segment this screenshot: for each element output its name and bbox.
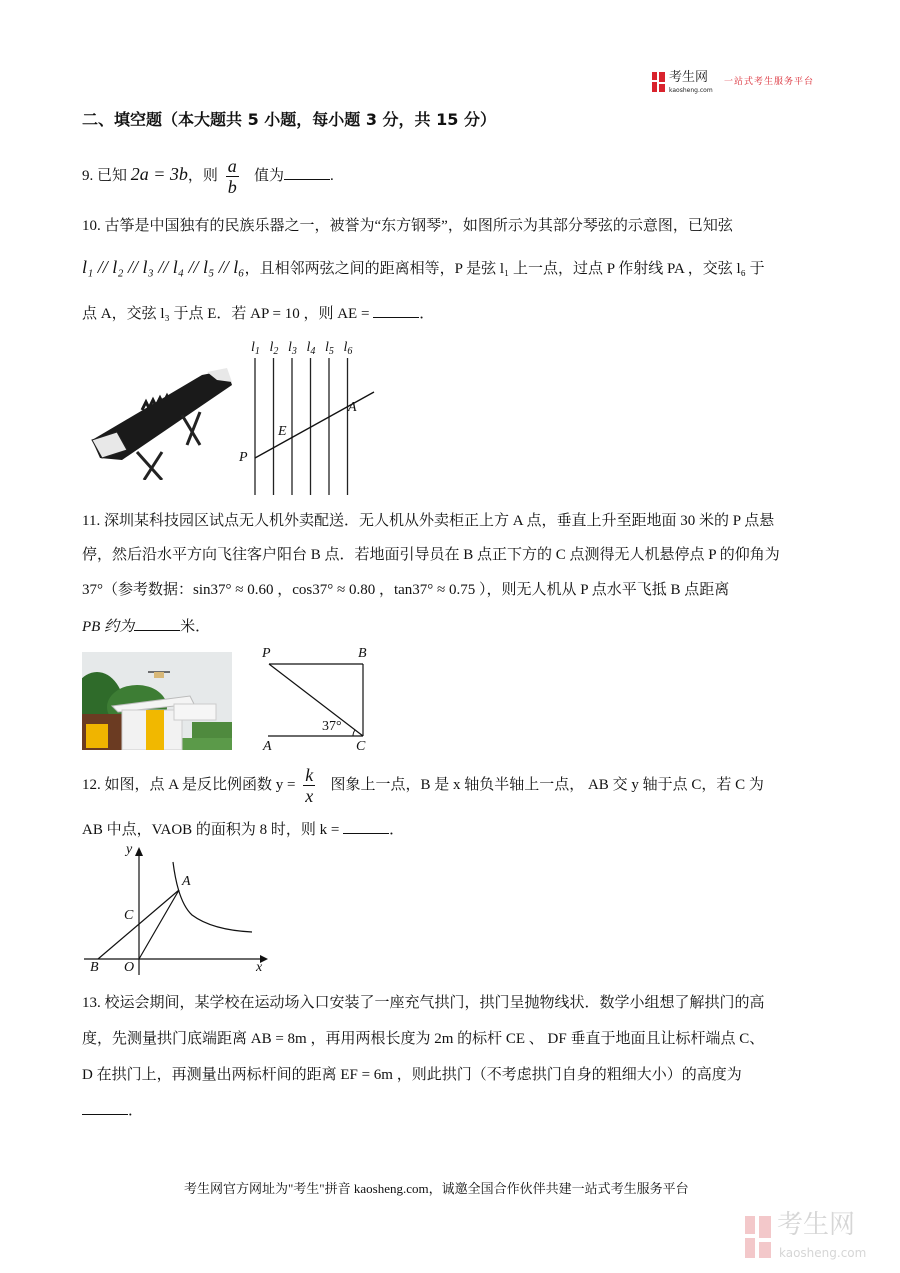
point-A-label: A [348, 400, 357, 415]
guzheng-photo [82, 340, 232, 480]
question-10-line3 [82, 303, 434, 324]
question-13-line3 [82, 1065, 742, 1085]
question-11-line3 [82, 580, 729, 600]
kaosheng-logo-icon [652, 72, 666, 92]
q11-line2: 停，然后沿水平方向飞往客户阳台 B 点．若地面引导员在 B 点正下方的 C 点测得无人机悬停点 P 的仰角为 [82, 547, 780, 563]
q9-equation: 2a = 3b [130, 164, 188, 184]
question-13-line1 [82, 993, 765, 1013]
q12-frac-den: x [305, 786, 314, 807]
string-label-l1: $l_1$ [251, 340, 260, 357]
q12-fraction [303, 765, 315, 806]
label-A: A [263, 739, 272, 754]
q10-number: 10. [82, 218, 101, 234]
question-10-line2 [82, 257, 765, 279]
label-A: A [182, 874, 191, 889]
question-13-line4 [82, 1100, 143, 1121]
label-angle: 37° [322, 719, 342, 734]
label-P: P [262, 646, 271, 661]
q9-fraction [226, 156, 239, 197]
q11-line4-post: 米． [180, 619, 211, 635]
q13-line1: 校运会期间，某学校在运动场入口安装了一座充气拱门，拱门呈抛物线状．数学小组想了解拱门的高 [104, 995, 765, 1011]
string-label-l4: $l_4$ [306, 340, 316, 357]
section-title: 二、填空题（本大题共 5 小题，每小题 3 分，共 15 分） [82, 110, 496, 129]
point-P-label: P [239, 450, 248, 465]
label-B: B [358, 646, 367, 661]
q13-answer-blank[interactable] [82, 1100, 128, 1115]
q11-line4-pre: PB 约为 [82, 619, 135, 635]
question-11-line2 [82, 545, 780, 565]
drone-delivery-photo [82, 652, 232, 750]
q13-line2: 度，先测量拱门底端距离 AB = 8m ，再用两根长度为 2m 的标杆 CE 、 DF 垂直于地面且让标杆端点 C、 [82, 1031, 765, 1047]
q12-end: ． [389, 822, 405, 838]
q11-line3: 37°（参考数据：sin37° ≈ 0.60 ，cos37° ≈ 0.80 ，tan37° ≈ 0.75 ），则无人机从 P 点水平飞抵 B 点距离 [82, 582, 730, 598]
pbc-labels [258, 646, 378, 755]
q11-number: 11. [82, 513, 101, 529]
question-11-line4 [82, 616, 210, 637]
label-O: O [124, 960, 135, 975]
header-logo [652, 70, 832, 98]
logo-domain: kaosheng.com [669, 87, 713, 94]
q10-line1: 古筝是中国独有的民族乐器之一，被誉为“东方钢琴”，如图所示为其部分琴弦的示意图，已知弦 [104, 218, 733, 234]
question-12-line1 [82, 763, 764, 807]
string-label-l6: $l_6$ [343, 340, 353, 357]
q11-line1: 深圳某科技园区试点无人机外卖配送．无人机从外卖柜正上方 A 点，垂直上升至距地面 30 米的 P 点悬 [103, 513, 775, 529]
q12-line1-post: 图象上一点，B 是 x 轴负半轴上一点， AB 交 y 轴于点 C，若 C 为 [330, 777, 764, 793]
question-9 [82, 152, 334, 198]
logo-tagline: 一站式考生服务平台 [724, 77, 815, 87]
watermark-domain: kaosheng.com [779, 1246, 867, 1260]
q10-line2: ，且相邻两弦之间的距离相等，P 是弦 l₁ 上一点，过点 P 作射线 PA ，交弦 l₆ 于 [244, 261, 765, 277]
watermark-logo-icon [745, 1216, 771, 1258]
q12-line1-pre: 如图，点 A 是反比例函数 y = [104, 777, 296, 793]
question-12-line2 [82, 819, 404, 840]
q13-number: 13. [82, 995, 101, 1011]
strings-labels [236, 340, 386, 500]
label-B: B [90, 960, 99, 975]
hyperbola-labels [82, 842, 272, 977]
string-label-l2: $l_2$ [269, 340, 279, 357]
label-y: y [126, 842, 133, 857]
q12-number: 12. [82, 777, 101, 793]
watermark-name: 考生网 [777, 1210, 856, 1240]
q9-mid: ，则 [187, 168, 218, 184]
q9-frac-num: a [227, 156, 237, 177]
string-label-l3: $l_3$ [288, 340, 297, 357]
q9-answer-blank[interactable] [284, 165, 330, 180]
footer-text: 考生网官方网址为"考生"拼音 kaosheng.com，诚邀全国合作伙伴共建一站式考生服务平台 [184, 1181, 689, 1196]
question-10-line1 [82, 216, 733, 236]
label-C: C [356, 739, 366, 754]
q9-pre: 已知 [97, 168, 128, 184]
q12-frac-num: k [305, 765, 314, 786]
q9-post: 值为 [253, 168, 284, 184]
label-C: C [124, 908, 134, 923]
question-13-line2 [82, 1029, 764, 1049]
q10-line3: 点 A，交弦 l₃ 于点 E．若 AP = 10 ，则 AE = [82, 306, 370, 322]
watermark-logo [745, 1210, 885, 1266]
q9-number: 9. [82, 168, 94, 184]
point-E-label: E [278, 424, 287, 439]
q9-frac-den: b [227, 177, 237, 198]
q12-answer-blank[interactable] [343, 819, 389, 834]
q10-parallel-math: l₁ // l₂ // l₃ // l₄ // l₅ // l₆ [82, 257, 245, 277]
q10-end: ． [419, 306, 435, 322]
label-x: x [256, 960, 263, 975]
question-11-line1 [82, 511, 774, 531]
logo-name: 考生网 [669, 70, 709, 85]
q13-line3: D 在拱门上，再测量出两标杆间的距离 EF = 6m ，则此拱门（不考虑拱门自身的粗细大小）的高度为 [82, 1067, 742, 1083]
q11-answer-blank[interactable] [134, 616, 180, 631]
q10-answer-blank[interactable] [373, 303, 419, 318]
q13-end: ． [128, 1103, 144, 1119]
q12-line2-pre: AB 中点，VAOB 的面积为 8 时，则 k = [82, 822, 340, 838]
string-label-l5: $l_5$ [325, 340, 334, 357]
q9-end: . [329, 168, 334, 184]
